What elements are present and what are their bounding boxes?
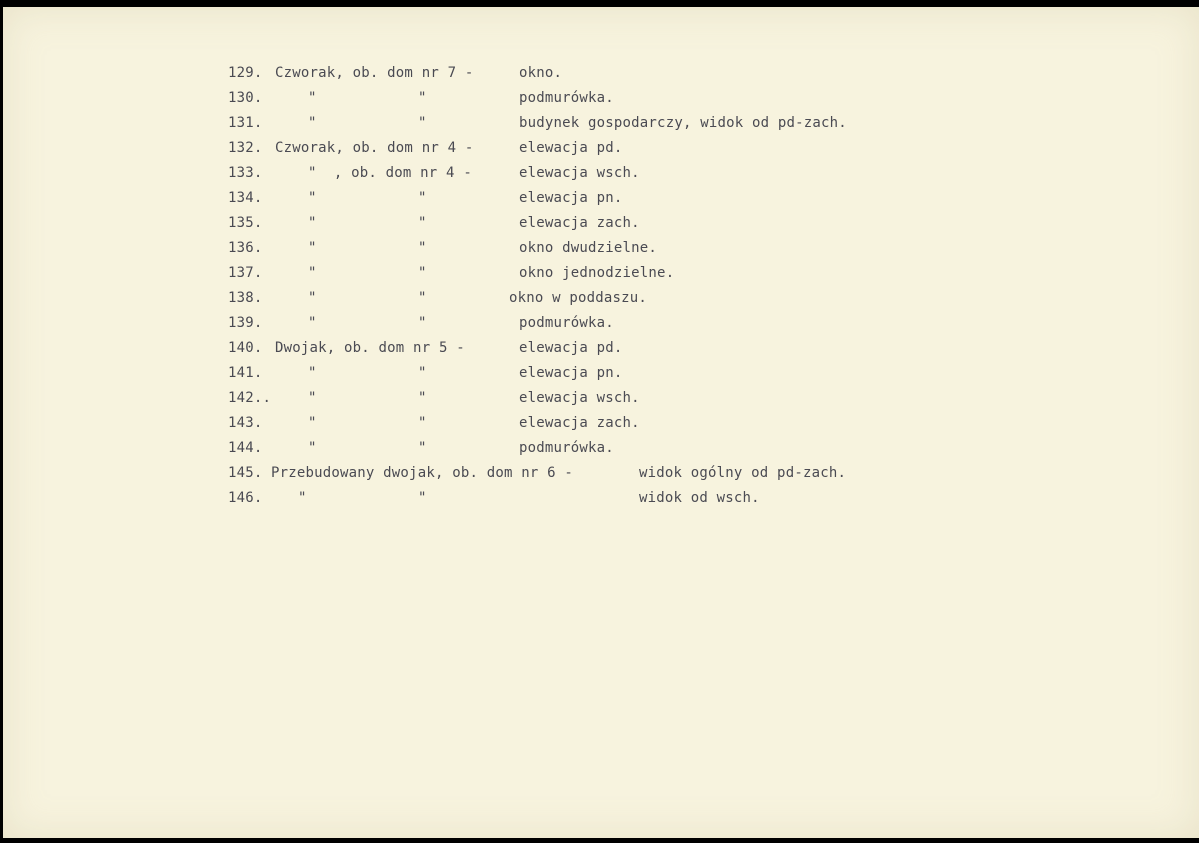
ditto-mark: " xyxy=(308,115,317,131)
ditto-mark: " xyxy=(308,440,317,456)
ditto-mark: " xyxy=(418,115,427,131)
entry-number: 140. xyxy=(228,340,263,356)
entry-description: elewacja pn. xyxy=(519,365,623,381)
entry-description: podmurówka. xyxy=(519,315,614,331)
entry-146 xyxy=(3,490,760,586)
ditto-mark: " xyxy=(298,490,307,506)
entry-number: 142.. xyxy=(228,390,272,406)
ditto-mark: " xyxy=(418,290,427,306)
ditto-mark: " xyxy=(418,390,427,406)
entry-description: podmurówka. xyxy=(519,90,614,106)
entry-number: 144. xyxy=(228,440,263,456)
entry-description: okno w poddaszu. xyxy=(509,290,648,306)
ditto-mark: " xyxy=(308,315,317,331)
entry-description: widok od wsch. xyxy=(639,490,760,506)
ditto-mark: " xyxy=(308,90,317,106)
ditto-mark: " xyxy=(418,415,427,431)
entry-subject: Dwojak, ob. dom nr 5 - xyxy=(275,340,465,356)
entry-number: 132. xyxy=(228,140,263,156)
entry-number: 138. xyxy=(228,290,263,306)
entry-description: okno dwudzielne. xyxy=(519,240,658,256)
ditto-mark: " xyxy=(308,365,317,381)
entry-description: elewacja zach. xyxy=(519,215,640,231)
entry-description: elewacja pd. xyxy=(519,140,623,156)
ditto-mark: " xyxy=(308,290,317,306)
entry-subject: Przebudowany dwojak, ob. dom nr 6 - xyxy=(271,465,574,481)
ditto-mark: " xyxy=(418,365,427,381)
entry-description: okno. xyxy=(519,65,563,81)
ditto-mark: " xyxy=(418,190,427,206)
entry-description: elewacja wsch. xyxy=(519,165,640,181)
ditto-mark: " xyxy=(418,490,427,506)
entry-number: 146. xyxy=(228,490,263,506)
entry-number: 135. xyxy=(228,215,263,231)
entry-number: 131. xyxy=(228,115,263,131)
entry-description: elewacja pd. xyxy=(519,340,623,356)
entry-description: podmurówka. xyxy=(519,440,614,456)
typewritten-page xyxy=(3,7,1199,838)
ditto-mark: " xyxy=(418,90,427,106)
entry-number: 133. xyxy=(228,165,263,181)
ditto-mark: " xyxy=(418,265,427,281)
entry-description: budynek gospodarczy, widok od pd-zach. xyxy=(519,115,847,131)
entry-number: 143. xyxy=(228,415,263,431)
ditto-mark: " xyxy=(308,415,317,431)
ditto-mark: " xyxy=(308,240,317,256)
ditto-mark: " xyxy=(418,240,427,256)
ditto-mark: " xyxy=(308,190,317,206)
entry-description: okno jednodzielne. xyxy=(519,265,675,281)
entry-description: widok ogólny od pd-zach. xyxy=(639,465,847,481)
entry-description: elewacja wsch. xyxy=(519,390,640,406)
entry-description: elewacja pn. xyxy=(519,190,623,206)
entry-number: 141. xyxy=(228,365,263,381)
ditto-mark: " xyxy=(418,215,427,231)
ditto-mark: " xyxy=(418,315,427,331)
entry-subject: " , ob. dom nr 4 - xyxy=(308,165,472,181)
entry-number: 134. xyxy=(228,190,263,206)
entry-number: 145. xyxy=(228,465,263,481)
ditto-mark: " xyxy=(308,215,317,231)
entry-number: 129. xyxy=(228,65,263,81)
entry-number: 139. xyxy=(228,315,263,331)
entry-number: 137. xyxy=(228,265,263,281)
entry-subject: Czworak, ob. dom nr 4 - xyxy=(275,140,474,156)
entry-description: elewacja zach. xyxy=(519,415,640,431)
ditto-mark: " xyxy=(308,265,317,281)
entry-number: 130. xyxy=(228,90,263,106)
entry-subject: Czworak, ob. dom nr 7 - xyxy=(275,65,474,81)
ditto-mark: " xyxy=(308,390,317,406)
entry-number: 136. xyxy=(228,240,263,256)
ditto-mark: " xyxy=(418,440,427,456)
